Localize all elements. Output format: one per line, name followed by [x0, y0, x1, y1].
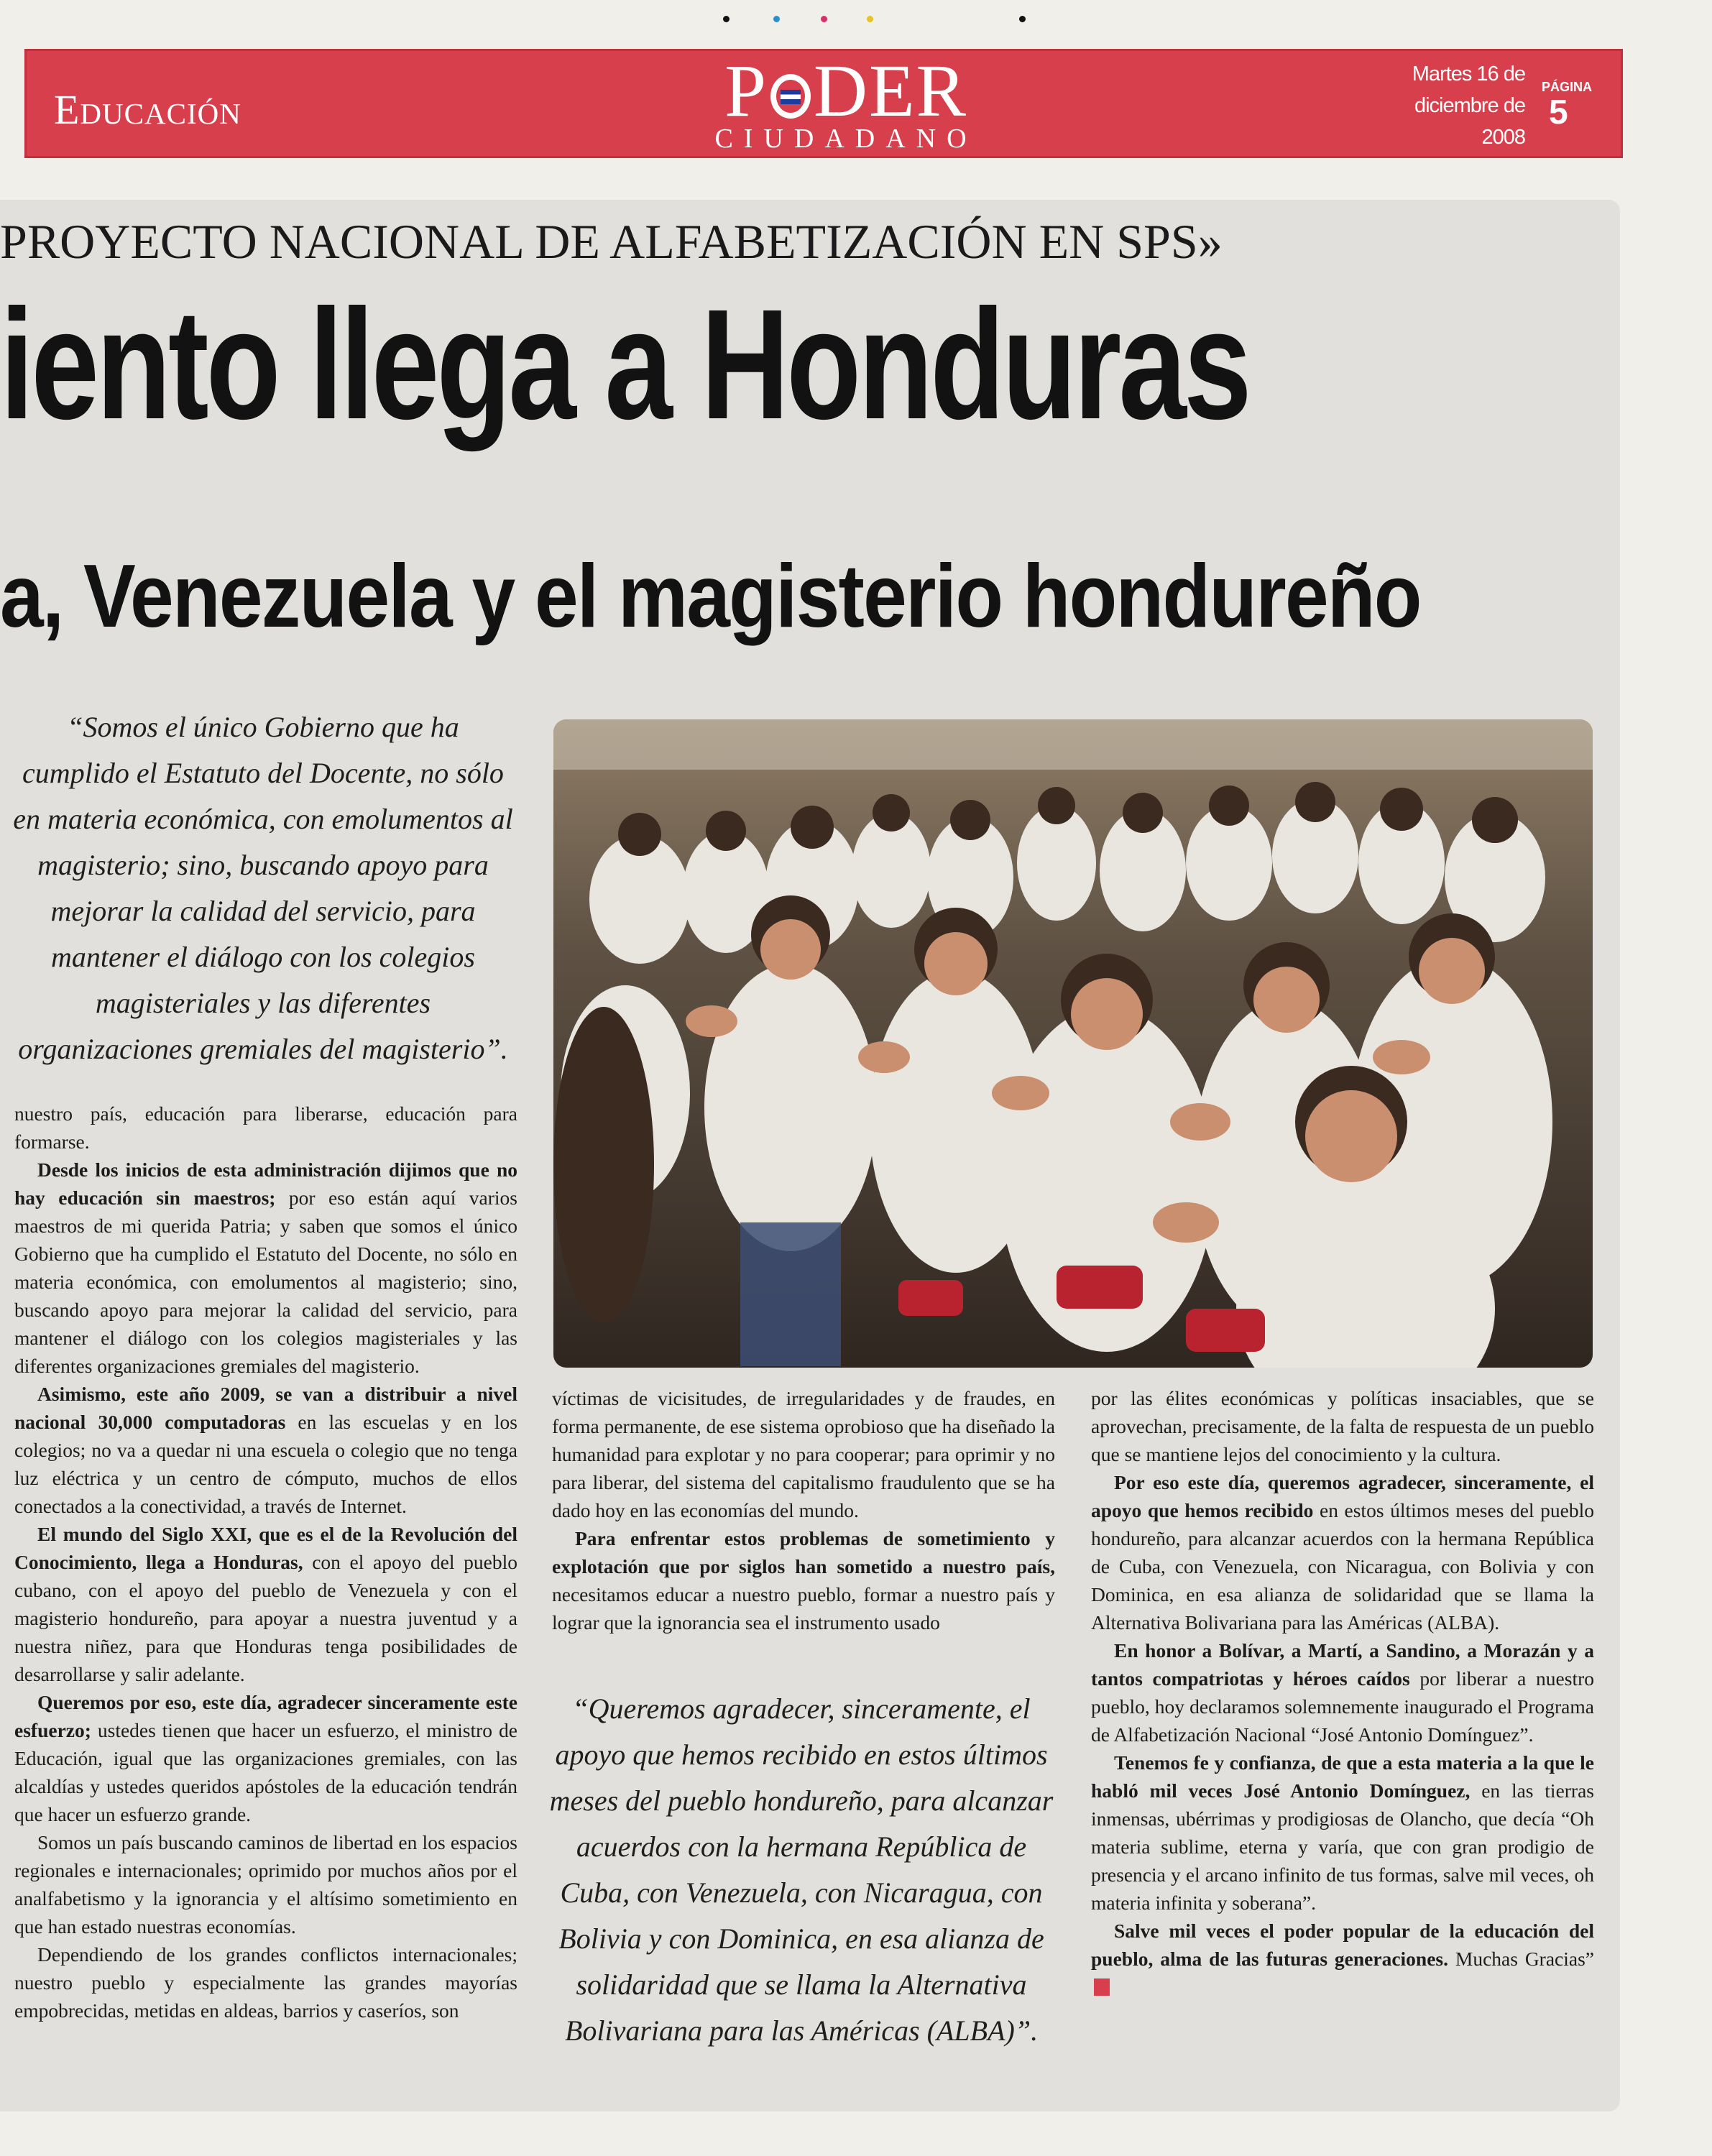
- section-label: Educación: [54, 86, 241, 133]
- pull-quote: “Somos el único Gobierno que ha cumplido el Estatuto del Docente, no sólo en materia económica, con emolumentos al magisterio; sino, buscando apoyo para mejorar la calidad del servicio, para mantener el diálogo con los colegios magisteriales y las diferentes organizaciones gremiales del magisterio”.: [13, 711, 513, 1065]
- end-mark-icon: [1094, 1978, 1110, 1996]
- pull-quote-2: “Queremos agradecer, sinceramente, el apoyo que hemos recibido en estos últimos meses del pueblo hondureño, para alcanzar acuerdos con la hermana República de Cuba, con Venezuela, con Nicaragua, con Bolivia y con Dominica, en esa alianza de solidaridad que se llama la Alternativa Bolivariana para las Américas (ALBA)”.: [549, 1692, 1054, 2047]
- page-label: PÁGINA: [1542, 80, 1593, 94]
- page-number: 5: [1549, 93, 1568, 132]
- article-subhead: a, Venezuela y el magisterio hondureño: [0, 547, 1421, 646]
- logo-subtitle: CIUDADANO: [714, 124, 977, 154]
- article-kicker: PROYECTO NACIONAL DE ALFABETIZACIÓN EN SPS»: [0, 214, 1223, 269]
- flag-emblem-icon: [770, 74, 811, 119]
- article-photo: [553, 719, 1593, 1368]
- header-band: [24, 49, 1623, 158]
- article-column-2: víctimas de vicisitudes, de irregularidades y de fraudes, en forma permanente, de ese sistema oprobioso que ha diseñado la humanidad para explotar y no para cooperar; para oprimir y no para liberar, del sistema del capitalismo fraudulento que se ha dado hoy en las economías del mundo. Para enfrentar estos problemas de sometimiento y explotación que por siglos han sometido a nuestro país, necesitamos educar a nuestro pueblo, formar a nuestro país y lograr que la ignorancia sea el instrumento usado: [552, 1387, 1055, 1634]
- audience-clapping-photo: [553, 719, 1593, 1368]
- article-column-3: por las élites económicas y políticas insaciables, que se aprovechan, precisamente, de la falta de respuesta de un pueblo que se mantiene lejos del conocimiento y la cultura. Por eso este día, queremos agradecer, sinceramente, el apoyo que hemos recibido en estos últimos meses del pueblo hondureño, para alcanzar acuerdos con la hermana República de Cuba, con Venezuela, con Nicaragua, con Bolivia y con Dominica, en esa alianza de solidaridad que se llama la Alternativa Bolivariana para las Américas (ALBA). En honor a Bolívar, a Martí, a Sandino, a Morazán y a tantos compatriotas y héroes caídos por liberar a nuestro pueblo, hoy declaramos solemnemente inaugurado el Programa de Alfabetización Nacional “José Antonio Domínguez”. Tenemos fe y confianza, de que a esta materia a la que le habló mil veces José Antonio Domínguez, en las tierras inmensas, ubérrimas y prodigiosas de Olancho, que decía “Oh materia sublime, eterna y varía, que con gran prodigio de presencia y el arcano infinito de tus formas, salve mil veces, oh materia infinita y soberana”. Salve mil veces el poder popular de la educación del pueblo, alma de las futuras generaciones. Muchas Gracias”: [1091, 1384, 1594, 2103]
- article-headline: iento llega a Honduras: [0, 277, 1249, 452]
- registration-marks: [712, 16, 1035, 26]
- article-column-1: nuestro país, educación para liberarse, educación para formarse. Desde los inicios de esta administración dijimos que no hay educación sin maestros; por eso están aquí varios maestros de mi querida Patria; y saben que somos el único Gobierno que ha cumplido el Estatuto del Docente, no sólo en materia económica, con emolumentos al magisterio; sino, buscando apoyo para mejorar la calidad del servicio, para mantener el diálogo con los colegios magisteriales y las diferentes organizaciones gremiales del magisterio. Asimismo, este año 2009, se van a distribuir a nivel nacional 30,000 computadoras en las escuelas y en los colegios; no va a quedar ni una escuela o colegio que no tenga luz eléctrica y un centro de cómputo, muchos de ellos conectados a la conectividad, a través de Internet. El mundo del Siglo XXI, que es el de la Revolución del Conocimiento, llega a Honduras, con el apoyo del pueblo cubano, con el apoyo del pueblo de Venezuela y con el magisterio hondureño, para apoyar a nuestra juventud y a nuestra niñez, para que Honduras tenga posibilidades de desarrollarse y salir adelante. Queremos por eso, este día, agradecer sinceramente este esfuerzo; ustedes tienen que hacer un esfuerzo, el ministro de Educación, igual que las organizaciones gremiales, con las alcaldías y ustedes queridos apóstoles de la educación tendrán que hacer un esfuerzo grande. Somos un país buscando caminos de libertad en los espacios regionales e internacionales; oprimido por muchos años por el analfabetismo y la ignorancia y el altísimo sometimiento en que han estado nuestras economías. Dependiendo de los grandes conflictos internacionales; nuestro pueblo y especialmente las grandes mayorías empobrecidas, metidas en aldeas, barrios y caseríos, son: [14, 1102, 517, 2022]
- issue-date: Martes 16 de diciembre de 2008: [1412, 63, 1525, 149]
- newspaper-logo: P DER CIUDADANO: [659, 54, 1033, 155]
